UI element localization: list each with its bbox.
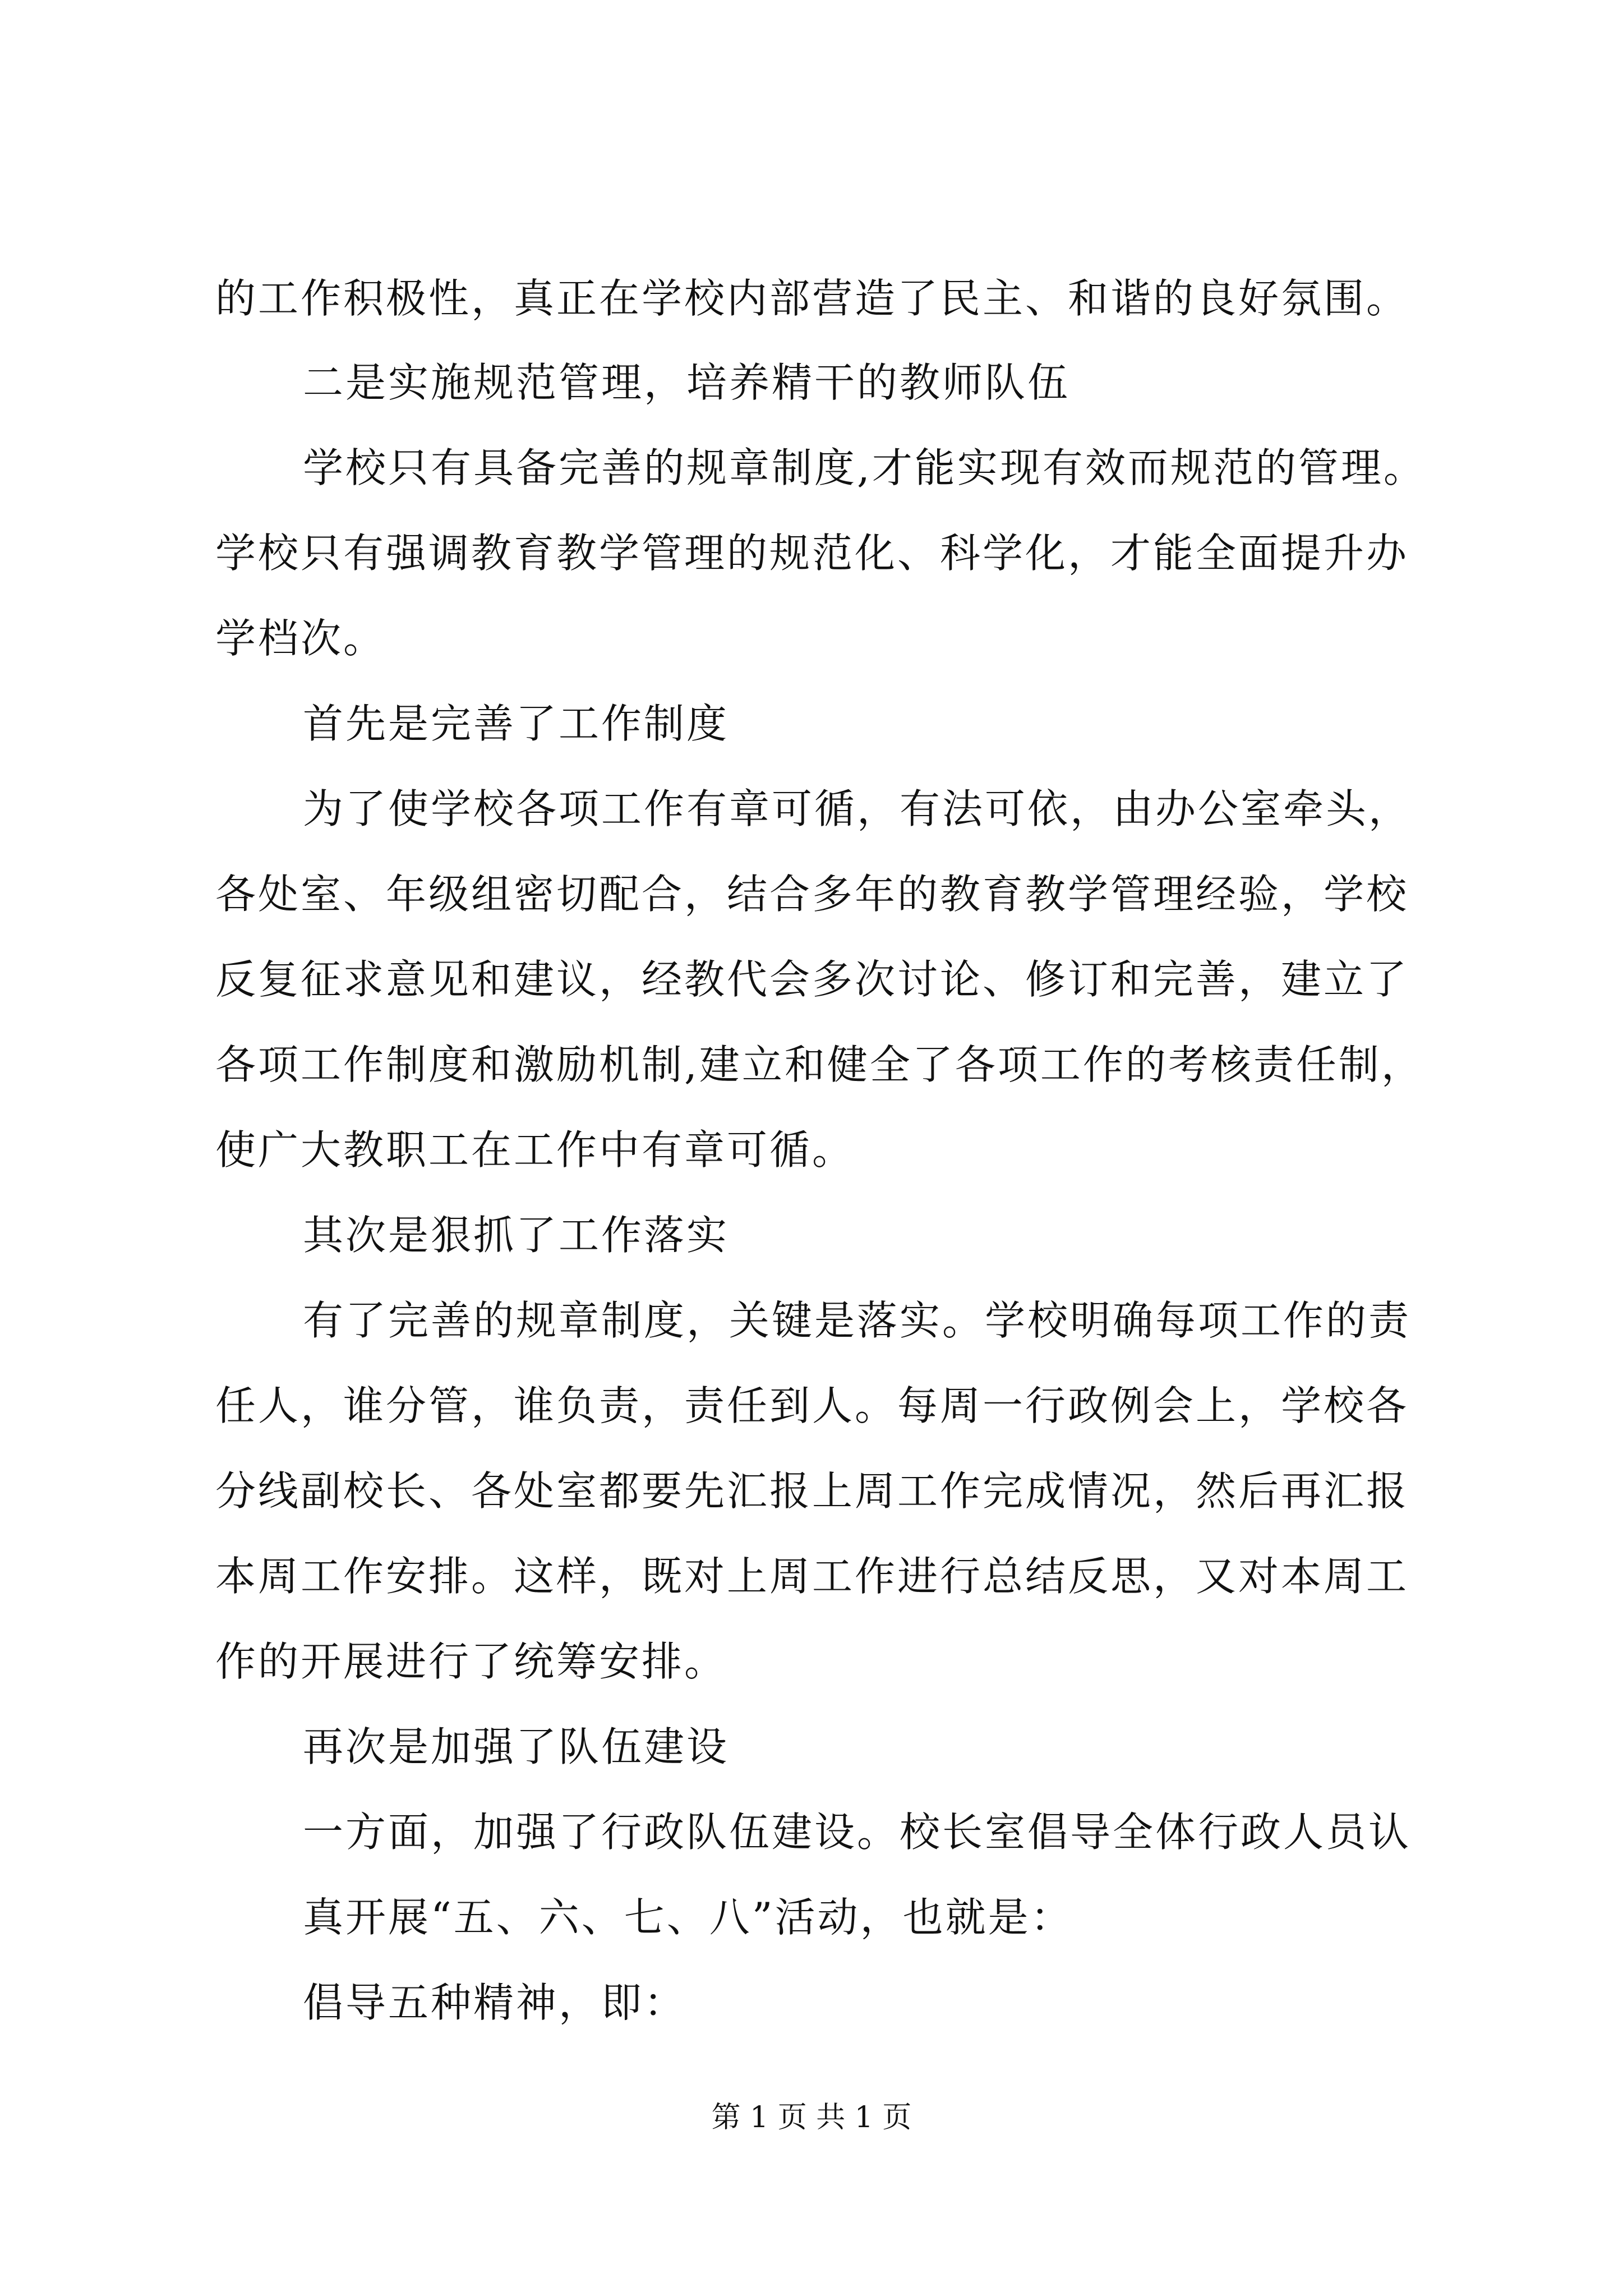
paragraph-line: 的工作积极性，真正在学校内部营造了民主、和谐的良好氛围。	[215, 275, 1409, 322]
page-footer: 第 1 页 共 1 页	[711, 2101, 912, 2134]
section-heading: 其次是狠抓了工作落实	[303, 1212, 730, 1259]
paragraph-line: 有了完善的规章制度，关键是落实。学校明确每项工作的责	[303, 1297, 1412, 1344]
paragraph-line: 学档次。	[215, 615, 386, 662]
paragraph-line: 倡导五种精神，即：	[303, 1979, 687, 2026]
paragraph-line: 一方面，加强了行政队伍建设。校长室倡导全体行政人员认	[303, 1809, 1412, 1856]
paragraph-line: 本周工作安排。这样，既对上周工作进行总结反思，又对本周工	[215, 1553, 1409, 1600]
paragraph-line: 使广大教职工在工作中有章可循。	[215, 1126, 855, 1174]
paragraph-line: 反复征求意见和建议，经教代会多次讨论、修订和完善，建立了	[215, 956, 1409, 1003]
paragraph-line: 分线副校长、各处室都要先汇报上周工作完成情况，然后再汇报	[215, 1467, 1409, 1515]
paragraph-line: 各处室、年级组密切配合，结合多年的教育教学管理经验，学校	[215, 871, 1409, 918]
paragraph-line: 任人，谁分管，谁负责，责任到人。每周一行政例会上，学校各	[215, 1382, 1409, 1429]
paragraph-line: 作的开展进行了统筹安排。	[215, 1638, 727, 1685]
paragraph-line: 各项工作制度和激励机制,建立和健全了各项工作的考核责任制，	[215, 1041, 1424, 1088]
section-heading: 首先是完善了工作制度	[303, 700, 730, 747]
section-heading: 二是实施规范管理，培养精干的教师队伍	[303, 359, 1071, 406]
paragraph-line: 真开展“五、六、七、八”活动，也就是：	[303, 1894, 1073, 1941]
paragraph-line: 为了使学校各项工作有章可循，有法可依，由办公室牵头，	[303, 785, 1412, 832]
section-heading: 再次是加强了队伍建设	[303, 1723, 730, 1770]
paragraph-line: 学校只有具备完善的规章制度,才能实现有效而规范的管理。	[303, 444, 1426, 491]
paragraph-line: 学校只有强调教育教学管理的规范化、科学化，才能全面提升办	[215, 530, 1409, 577]
